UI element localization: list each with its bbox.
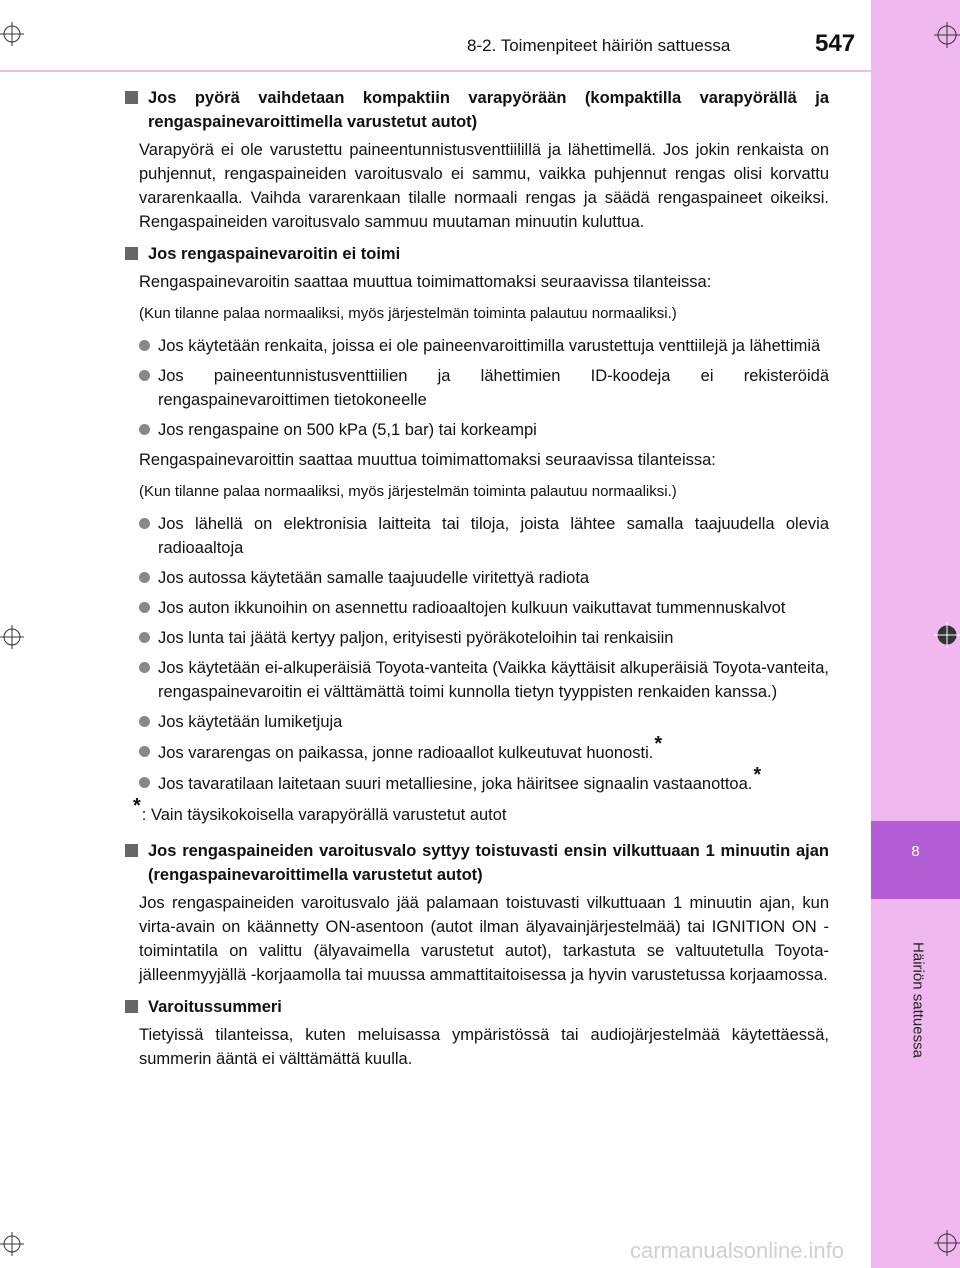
- footnote-marker: *: [753, 764, 762, 786]
- note: (Kun tilanne palaa normaaliksi, myös järjestelmän toiminta palautuu normaaliksi.): [139, 305, 677, 322]
- list-item: Jos tavaratilaan laitetaan suuri metalliesine, joka häiritsee signaalin vastaanottoa.*: [139, 771, 829, 796]
- crop-mark-top-right: [934, 22, 960, 48]
- list-item: Jos auton ikkunoihin on asennettu radioaaltojen kulkuun vaikuttavat tummennuskalvot: [139, 596, 829, 620]
- circle-bullet-icon: [139, 572, 150, 583]
- circle-bullet-icon: [139, 746, 150, 757]
- section-heading: Jos rengaspaineiden varoitusvalo syttyy toistuvasti ensin vilkuttuaan 1 minuutin ajan (rengaspainevaroittimella varustetut autot): [115, 839, 829, 887]
- circle-bullet-icon: [139, 518, 150, 529]
- square-bullet-icon: [125, 1000, 138, 1013]
- square-bullet-icon: [125, 91, 138, 104]
- watermark: carmanualsonline.info: [630, 1238, 845, 1263]
- section-heading: Varoitussummeri: [115, 995, 829, 1019]
- chapter-title: Häiriön sattuessa: [909, 942, 927, 1058]
- circle-bullet-icon: [139, 602, 150, 613]
- crop-mark-top-left: [0, 22, 24, 46]
- crop-mark-bottom-right: [934, 1230, 960, 1256]
- page-number: 547: [815, 30, 856, 57]
- circle-bullet-icon: [139, 632, 150, 643]
- circle-bullet-icon: [139, 370, 150, 381]
- paragraph: Rengaspainevaroittin saattaa muuttua toimimattomaksi seuraavissa tilanteissa:: [139, 451, 716, 469]
- list-item: Jos rengaspaine on 500 kPa (5,1 bar) tai korkeampi: [139, 418, 829, 442]
- header-rule: [0, 70, 871, 72]
- footnote-marker: *: [133, 795, 141, 817]
- crop-mark-mid-left: [0, 625, 24, 649]
- circle-bullet-icon: [139, 340, 150, 351]
- chapter-number: 8: [911, 843, 920, 860]
- chapter-tab[interactable]: [871, 821, 960, 899]
- section-heading: Jos pyörä vaihdetaan kompaktiin varapyörään (kompaktilla varapyörällä ja rengaspainevaroittimella varustetut autot): [115, 86, 829, 134]
- circle-bullet-icon: [139, 777, 150, 788]
- footnote: *: Vain täysikokoisella varapyörällä varustetut autot: [133, 795, 507, 824]
- list-item: Jos käytetään ei-alkuperäisiä Toyota-vanteita (Vaikka käyttäisit alkuperäisiä Toyota-vanteita, rengaspainevaroitin ei välttämättä toimi kunnolla tietyn tyyppisten renkaiden kanssa.): [139, 656, 829, 704]
- paragraph: Jos rengaspaineiden varoitusvalo jää palamaan toistuvasti vilkuttuaan 1 minuutin ajan, kun virta-avain on käännetty ON-asentoon (autot ilman älyavainjärjestelmää) tai IGNITION ON -toimintatila on valittu (älyavaimella varustetut autot), tarkastuta se valtuutetulla Toyota-jälleenmyyjällä -korjaamolla tai muussa ammattitaitoisessa ja hyvin varustetussa korjaamossa.: [139, 894, 829, 984]
- paragraph: Varapyörä ei ole varustettu paineentunnistusventtiilillä ja lähettimellä. Jos jokin renkaista on puhjennut, rengaspaineiden varoitusvalo ei sammu, vaikka puhjennut rengas olisi korvattu vararenkaalla. Vaihda vararenkaan tilalle normaali rengas ja säädä rengaspaineet oikeiksi. Rengaspaineiden varoitusvalo sammuu muutaman minuutin kuluttua.: [139, 141, 829, 231]
- list-item: Jos paineentunnistusventtiilien ja lähettimien ID-koodeja ei rekisteröidä rengaspainevaroittimen tietokoneelle: [139, 364, 829, 412]
- crop-mark-mid-right: [934, 622, 960, 648]
- paragraph: Tietyissä tilanteissa, kuten meluisassa ympäristössä tai audiojärjestelmää käytettäessä, summerin ääntä ei välttämättä kuulla.: [139, 1026, 829, 1068]
- list-item: Jos vararengas on paikassa, jonne radioaallot kulkeutuvat huonosti.*: [139, 740, 829, 765]
- list-item: Jos lunta tai jäätä kertyy paljon, erityisesti pyöräkoteloihin tai renkaisiin: [139, 626, 829, 650]
- list-item: Jos käytetään lumiketjuja: [139, 710, 829, 734]
- section-title: 8-2. Toimenpiteet häiriön sattuessa: [467, 36, 731, 55]
- circle-bullet-icon: [139, 716, 150, 727]
- square-bullet-icon: [125, 247, 138, 260]
- circle-bullet-icon: [139, 662, 150, 673]
- square-bullet-icon: [125, 844, 138, 857]
- footnote-marker: *: [654, 733, 663, 755]
- paragraph: Rengaspainevaroitin saattaa muuttua toimimattomaksi seuraavissa tilanteissa:: [139, 273, 712, 291]
- list-item: Jos käytetään renkaita, joissa ei ole paineenvaroittimilla varustettuja venttiilejä ja lähettimiä: [139, 334, 829, 358]
- section-heading: Jos rengaspainevaroitin ei toimi: [115, 242, 829, 266]
- crop-mark-bottom-left: [0, 1232, 24, 1256]
- list-item: Jos lähellä on elektronisia laitteita tai tiloja, joista lähtee samalla taajuudella olevia radioaaltoja: [139, 512, 829, 560]
- list-item: Jos autossa käytetään samalle taajuudelle viritettyä radiota: [139, 566, 829, 590]
- note: (Kun tilanne palaa normaaliksi, myös järjestelmän toiminta palautuu normaaliksi.): [139, 483, 677, 500]
- circle-bullet-icon: [139, 424, 150, 435]
- page-content: [115, 82, 829, 1079]
